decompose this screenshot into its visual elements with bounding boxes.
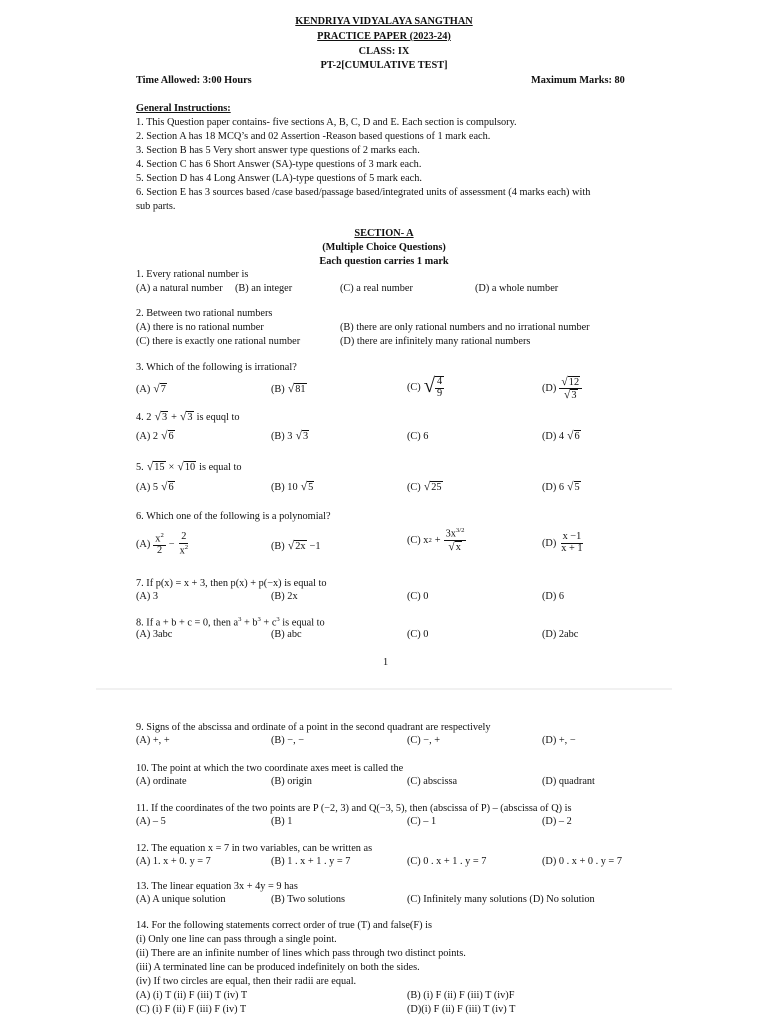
q1-option-b: (B) an integer [235, 283, 293, 294]
org-name: KENDRIYA VIDYALAYA SANGTHAN [295, 16, 473, 27]
instruction-item: sub parts. [136, 201, 176, 212]
class-label: CLASS: IX [358, 46, 410, 57]
q5-option-c: (C) √ 25 [407, 479, 442, 493]
q5-stem: 5. √ 15 × √ 10 is equal to [136, 459, 242, 473]
q7-option-b: (B) 2x [271, 591, 298, 602]
q6-option-a: (A) $x^2$ 2 − $\frac{2}{x^2}$ [136, 531, 189, 557]
instruction-item: 4. Section C has 6 Short Answer (SA)-type questions of 3 mark each. [136, 159, 422, 170]
q7-option-d: (D) 6 [542, 591, 565, 602]
q13-option-a: (A) A unique solution [136, 894, 226, 905]
q12-stem: 12. The equation x = 7 in two variables, can be written as [136, 843, 373, 854]
page-number: 1 [383, 657, 389, 668]
q3-stem: 3. Which of the following is irrational? [136, 362, 297, 373]
q9-option-c: (C) −, + [407, 735, 441, 746]
sqrt-expression: √ 7 [153, 381, 166, 395]
q3-option-c: (C) √ 4 9 [407, 375, 443, 399]
q12-option-a: (A) 1. x + 0. y = 7 [136, 856, 211, 867]
instruction-item: 3. Section B has 5 Very short answer type questions of 2 marks each. [136, 145, 420, 156]
q8-option-a: (A) 3abc [136, 629, 173, 640]
q12-option-c: (C) 0 . x + 1 . y = 7 [407, 856, 487, 867]
q3-option-b: (B) √ 81 [271, 381, 306, 395]
q4-option-b: (B) 3 √ 3 [271, 428, 309, 442]
q1-stem: 1. Every rational number is [136, 269, 249, 280]
q12-option-b: (B) 1 . x + 1 . y = 7 [271, 856, 351, 867]
section-title: SECTION- A [354, 228, 414, 239]
q9-option-a: (A) +, + [136, 735, 170, 746]
q6-stem: 6. Which one of the following is a polynomial? [136, 511, 331, 522]
instruction-item: 1. This Question paper contains- five sections A, B, C, D and E. Each section is compulsory. [136, 117, 517, 128]
q13-option-b: (B) Two solutions [271, 894, 346, 905]
q11-option-c: (C) – 1 [407, 816, 437, 827]
q14-option-d: (D)(i) F (ii) F (iii) T (iv) T [407, 1004, 516, 1015]
q3-option-d: (D) √ 12 √ 3 [542, 376, 582, 402]
q14-option-b: (B) (i) F (ii) F (iii) T (iv)F [407, 990, 515, 1001]
q3-option-a: (A) √ 7 [136, 381, 166, 395]
q11-option-a: (A) – 5 [136, 816, 166, 827]
q9-option-d: (D) +, − [542, 735, 576, 746]
instruction-item: 6. Section E has 3 sources based /case based/passage based/integrated units of assessment (4 marks each) with [136, 187, 591, 198]
q7-stem: 7. If p(x) = x + 3, then p(x) + p(−x) is equal to [136, 578, 327, 589]
sqrt-expression: √ 81 [287, 381, 306, 395]
q10-option-c: (C) abscissa [407, 776, 458, 787]
sqrt-expression: √ 4 9 [423, 375, 443, 399]
q12-option-d: (D) 0 . x + 0 . y = 7 [542, 856, 622, 867]
page-divider [96, 688, 672, 690]
q1-option-c: (C) a real number [340, 283, 413, 294]
q10-option-d: (D) quadrant [542, 776, 595, 787]
q9-option-b: (B) −, − [271, 735, 305, 746]
maximum-marks: Maximum Marks: 80 [531, 75, 625, 86]
q14-statement: (i) Only one line can pass through a single point. [136, 934, 337, 945]
q14-option-c: (C) (i) F (ii) F (iii) F (iv) T [136, 1004, 247, 1015]
q7-option-a: (A) 3 [136, 591, 159, 602]
q9-stem: 9. Signs of the abscissa and ordinate of a point in the second quadrant are respectively [136, 722, 491, 733]
q5-option-d: (D) 6 √ 5 [542, 479, 580, 493]
q6-option-c: (C) x 2 + $3x^{3/2}$ √ x [407, 527, 465, 554]
instruction-item: 5. Section D has 4 Long Answer (LA)-type questions of 5 mark each. [136, 173, 422, 184]
q13-stem: 13. The linear equation 3x + 4y = 9 has [136, 881, 298, 892]
instructions-title: General Instructions: [136, 103, 231, 114]
q1-option-a: (A) a natural number [136, 283, 223, 294]
q5-option-a: (A) 5 √ 6 [136, 479, 174, 493]
q14-statement: (iii) A terminated line can be produced indefinitely on both the sides. [136, 962, 420, 973]
q2-option-c: (C) there is exactly one rational number [136, 336, 301, 347]
q8-option-c: (C) 0 [407, 629, 429, 640]
instruction-item: 2. Section A has 18 MCQ’s and 02 Assertion -Reason based questions of 1 mark each. [136, 131, 491, 142]
q14-statement: (iv) If two circles are equal, then their radii are equal. [136, 976, 357, 987]
section-note: Each question carries 1 mark [319, 256, 449, 267]
fraction: √ 12 √ 3 [559, 376, 582, 402]
q6-option-b: (B) √ 2x −1 [271, 538, 321, 552]
test-label: PT-2[CUMULATIVE TEST] [320, 60, 448, 71]
q11-option-d: (D) – 2 [542, 816, 572, 827]
q10-option-b: (B) origin [271, 776, 312, 787]
q8-stem: 8. If a + b + c = 0, then $a^3 + b^3 + c^3$ is equal to [136, 616, 325, 629]
paper-title: PRACTICE PAPER (2023-24) [317, 31, 451, 42]
q2-stem: 2. Between two rational numbers [136, 308, 273, 319]
time-allowed: Time Allowed: 3:00 Hours [136, 75, 252, 86]
q14-option-a: (A) (i) T (ii) F (iii) T (iv) T [136, 990, 248, 1001]
q2-option-d: (D) there are infinitely many rational numbers [340, 336, 531, 347]
q4-option-c: (C) 6 [407, 431, 429, 442]
q4-stem: 4. 2 √ 3 + √ 3 is equql to [136, 409, 240, 423]
q7-option-c: (C) 0 [407, 591, 429, 602]
q11-option-b: (B) 1 [271, 816, 293, 827]
q10-option-a: (A) ordinate [136, 776, 187, 787]
q1-option-d: (D) a whole number [475, 283, 559, 294]
q4-option-d: (D) 4 √ 6 [542, 428, 580, 442]
q6-option-d: (D) x −1 x + 1 [542, 531, 583, 554]
q14-stem: 14. For the following statements correct order of true (T) and false(F) is [136, 920, 432, 931]
q5-option-b: (B) 10 √ 5 [271, 479, 314, 493]
q2-option-b: (B) there are only rational numbers and no irrational number [340, 322, 590, 333]
q14-statement: (ii) There are an infinite number of lines which pass through two distinct points. [136, 948, 466, 959]
q8-option-b: (B) abc [271, 629, 302, 640]
section-subtitle: (Multiple Choice Questions) [322, 242, 446, 253]
q11-stem: 11. If the coordinates of the two points are P (−2, 3) and Q(−3, 5), then (abscissa of P) – (abscissa of Q) is [136, 803, 572, 814]
q13-option-cd: (C) Infinitely many solutions (D) No solution [407, 894, 595, 905]
q4-option-a: (A) 2 √ 6 [136, 428, 174, 442]
q2-option-a: (A) there is no rational number [136, 322, 264, 333]
q10-stem: 10. The point at which the two coordinate axes meet is called the [136, 763, 404, 774]
q8-option-d: (D) 2abc [542, 629, 579, 640]
